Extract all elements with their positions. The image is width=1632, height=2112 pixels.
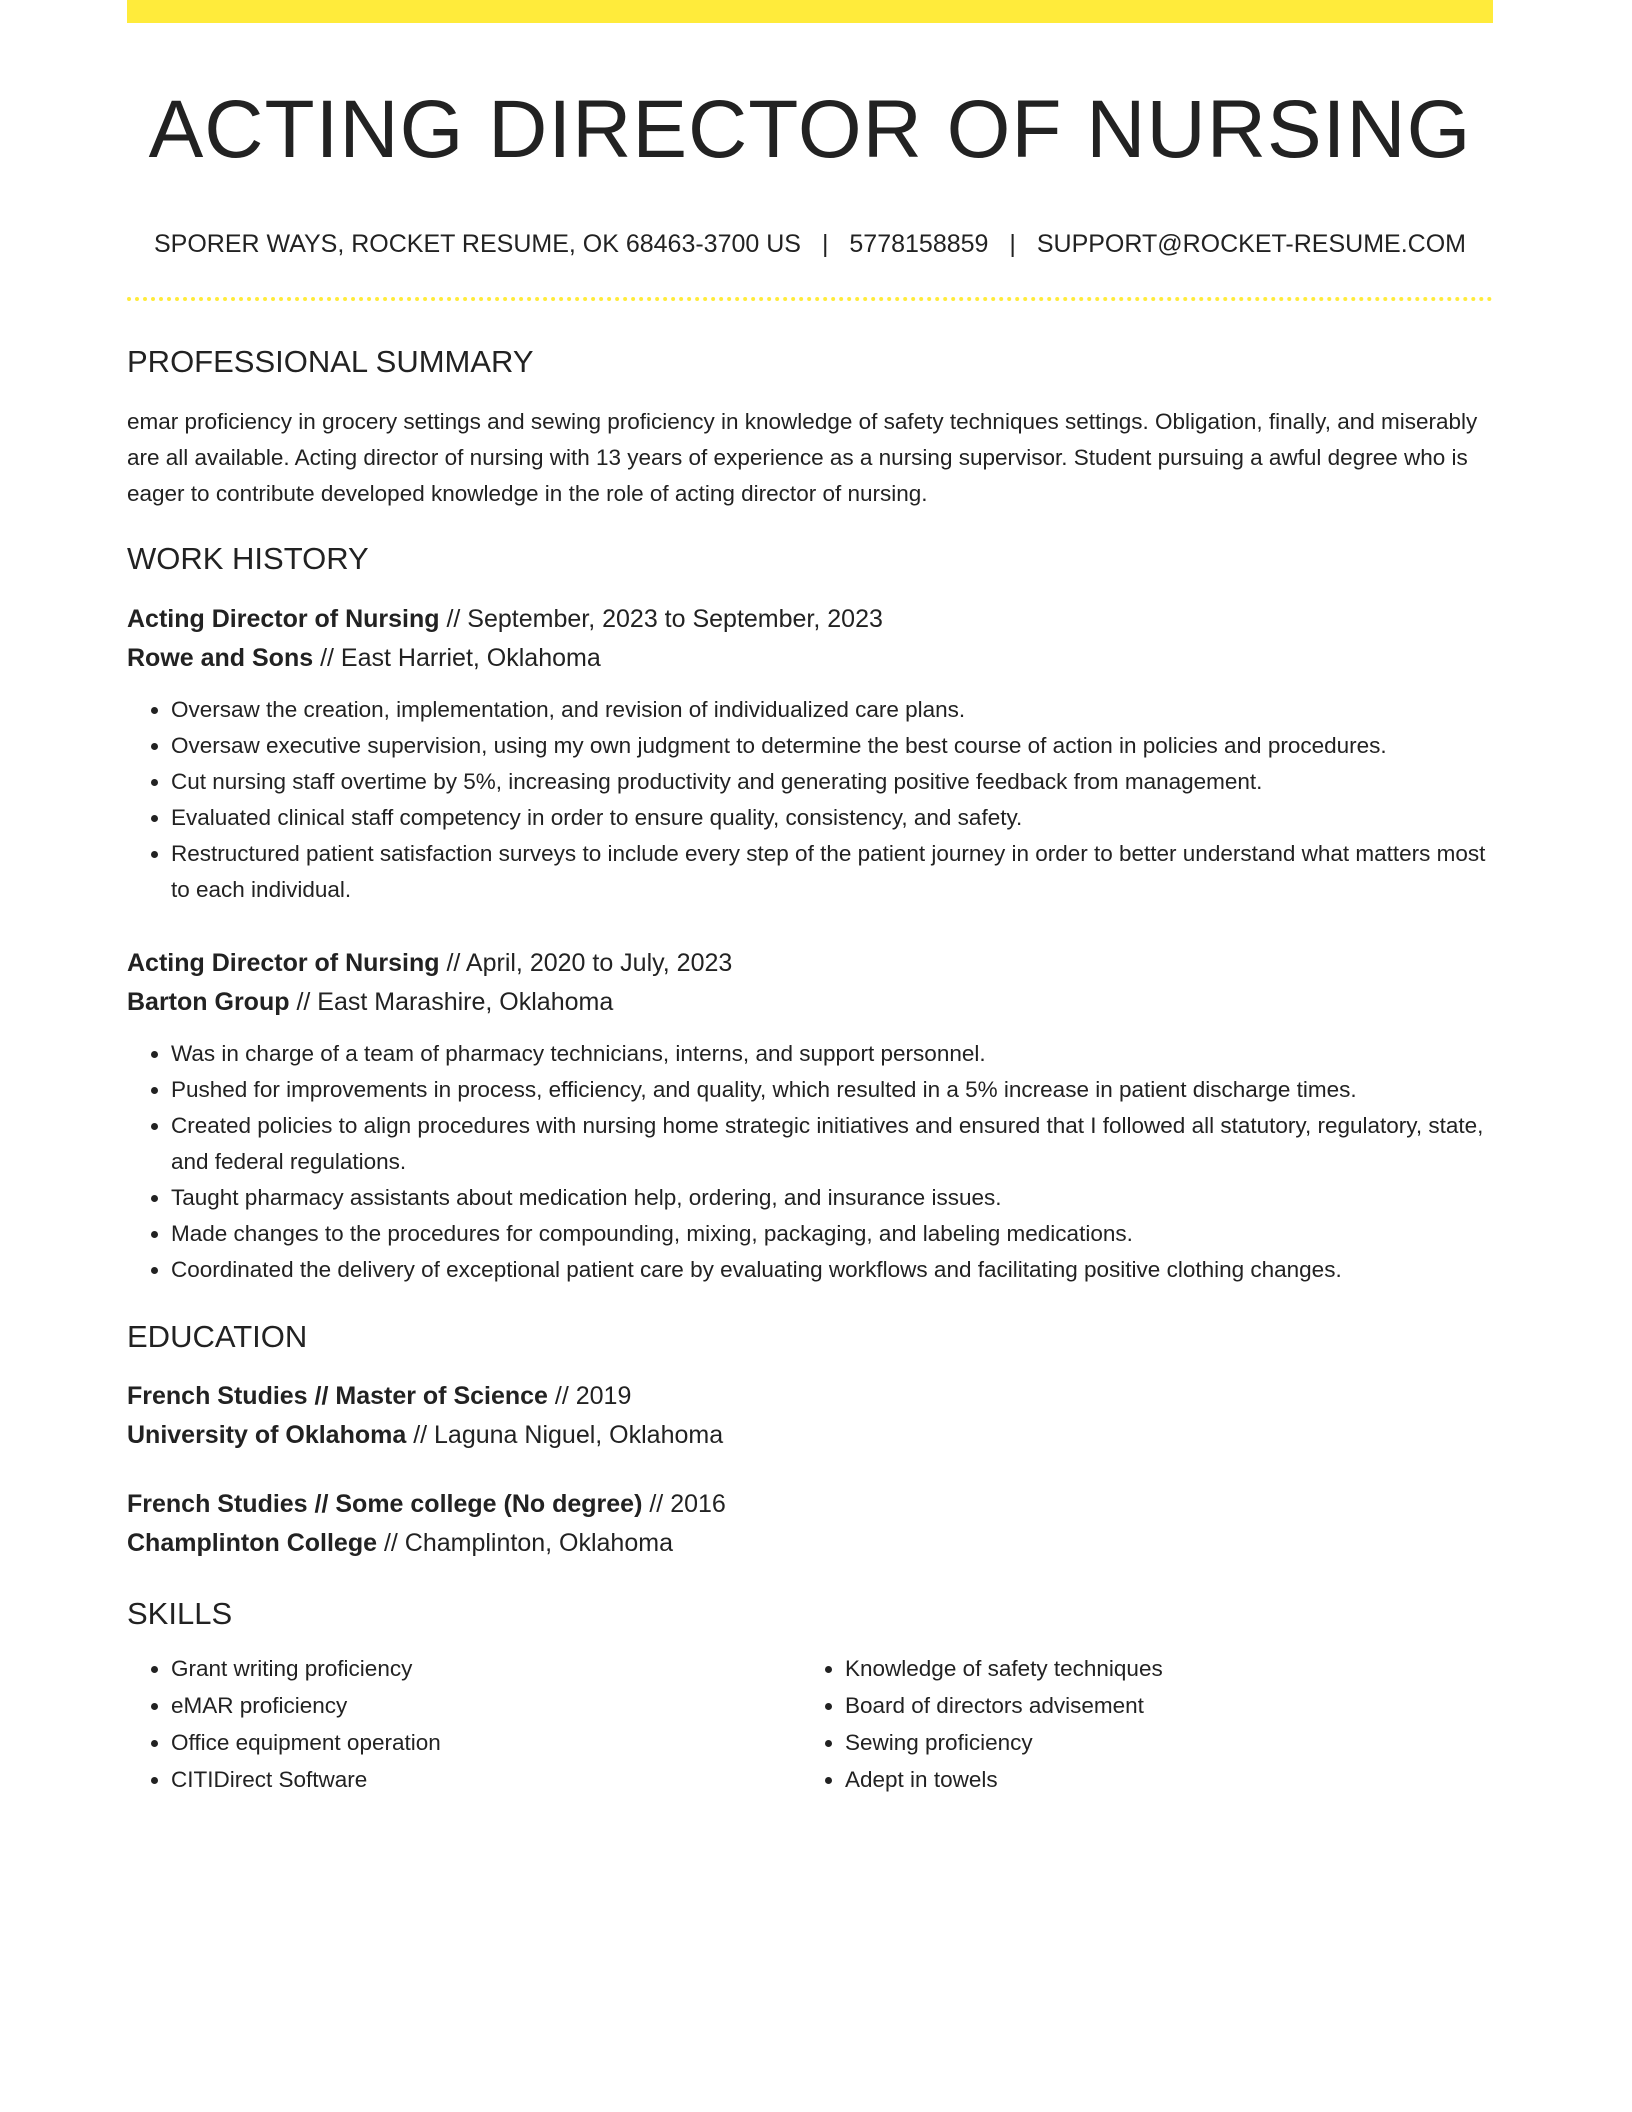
phone-text: 5778158859	[849, 230, 989, 259]
job-company-line	[127, 983, 1493, 1022]
summary-text: emar proficiency in grocery settings and sewing proficiency in knowledge of safety techniques settings. Obligation, finally, and miserably are all available. Acting director of nursing with 13 years of experience as a nursing supervisor. Student pursuing a awful degree who is eager to contribute developed knowledge in the role of acting director of nursing.	[127, 409, 1478, 507]
list-item: • Evaluated clinical staff competency in order to ensure quality, consistency, and safety.	[171, 800, 1493, 836]
header-divider	[127, 297, 1493, 301]
skill-item: • Knowledge of safety techniques	[845, 1650, 1475, 1687]
skills-columns	[127, 1650, 1493, 1798]
resume-page	[127, 0, 1493, 1798]
list-item: • Taught pharmacy assistants about medication help, ordering, and insurance issues.	[171, 1180, 1493, 1216]
contact-line	[127, 230, 1493, 259]
job-title-line	[127, 600, 1493, 639]
list-item: • Pushed for improvements in process, efficiency, and quality, which resulted in a 5% increase in patient discharge times.	[171, 1072, 1493, 1108]
top-accent-bar	[127, 0, 1493, 23]
school: Champlinton College	[127, 1528, 377, 1557]
skills-left-list	[127, 1650, 801, 1798]
school-line	[127, 1524, 1493, 1563]
job-bullets	[127, 1036, 1493, 1288]
contact-separator: |	[821, 230, 829, 259]
skill-item: • Sewing proficiency	[845, 1724, 1475, 1761]
list-item: • Oversaw executive supervision, using my own judgment to determine the best course of action in policies and procedures.	[171, 728, 1493, 764]
job-company: Barton Group	[127, 987, 290, 1016]
education-entry	[127, 1485, 1493, 1563]
education-heading: EDUCATION	[127, 1318, 308, 1354]
degree-year: // 2019	[547, 1381, 632, 1410]
school-line	[127, 1416, 1493, 1455]
job-company-line	[127, 639, 1493, 678]
skill-item: • Adept in towels	[845, 1761, 1475, 1798]
skill-item: • Grant writing proficiency	[171, 1650, 801, 1687]
list-item: • Made changes to the procedures for compounding, mixing, packaging, and labeling medications.	[171, 1216, 1493, 1252]
job-dates: // April, 2020 to July, 2023	[439, 948, 733, 977]
list-item: • Coordinated the delivery of exceptional patient care by evaluating workflows and facilitating positive clothing changes.	[171, 1252, 1493, 1288]
list-item: • Cut nursing staff overtime by 5%, increasing productivity and generating positive feedback from management.	[171, 764, 1493, 800]
skill-item: • Board of directors advisement	[845, 1687, 1475, 1724]
skill-item: • CITIDirect Software	[171, 1761, 801, 1798]
job-title: Acting Director of Nursing	[127, 604, 440, 633]
skill-item: • eMAR proficiency	[171, 1687, 801, 1724]
degree: French Studies // Master of Science	[127, 1381, 548, 1410]
contact-separator: |	[1009, 230, 1016, 259]
skill-item: • Office equipment operation	[171, 1724, 801, 1761]
skills-right-list	[801, 1650, 1475, 1798]
degree-line	[127, 1485, 1493, 1524]
job-location: // East Harriet, Oklahoma	[313, 643, 601, 672]
degree-line	[127, 1377, 1493, 1416]
job-title-line	[127, 944, 1493, 983]
job-entry	[127, 600, 1493, 908]
address-text: SPORER WAYS, ROCKET RESUME, OK 68463-3700 US	[154, 230, 801, 259]
school: University of Oklahoma	[127, 1420, 407, 1449]
work-history-heading: WORK HISTORY	[127, 541, 369, 577]
list-item: • Was in charge of a team of pharmacy technicians, interns, and support personnel.	[171, 1036, 1493, 1072]
job-dates: // September, 2023 to September, 2023	[439, 604, 883, 633]
degree: French Studies // Some college (No degree)	[127, 1489, 643, 1518]
list-item: • Created policies to align procedures with nursing home strategic initiatives and ensured that I followed all statutory, regulatory, state, and federal regulations.	[171, 1108, 1493, 1180]
summary-heading: PROFESSIONAL SUMMARY	[127, 344, 534, 380]
skills-heading: SKILLS	[127, 1595, 233, 1631]
education-entry	[127, 1377, 1493, 1455]
job-company: Rowe and Sons	[127, 643, 314, 672]
school-location: // Laguna Niguel, Oklahoma	[406, 1420, 724, 1449]
job-title: Acting Director of Nursing	[127, 948, 440, 977]
list-item: • Oversaw the creation, implementation, and revision of individualized care plans.	[171, 692, 1493, 728]
school-location: // Champlinton, Oklahoma	[377, 1528, 673, 1557]
job-bullets	[127, 692, 1493, 908]
job-entry	[127, 944, 1493, 1288]
degree-year: // 2016	[642, 1489, 726, 1518]
resume-title: ACTING DIRECTOR OF NURSING	[148, 84, 1472, 175]
email-text: SUPPORT@ROCKET-RESUME.COM	[1036, 230, 1466, 259]
job-location: // East Marashire, Oklahoma	[289, 987, 614, 1016]
list-item: • Restructured patient satisfaction surveys to include every step of the patient journey in order to better understand what matters most to each individual.	[171, 836, 1493, 908]
